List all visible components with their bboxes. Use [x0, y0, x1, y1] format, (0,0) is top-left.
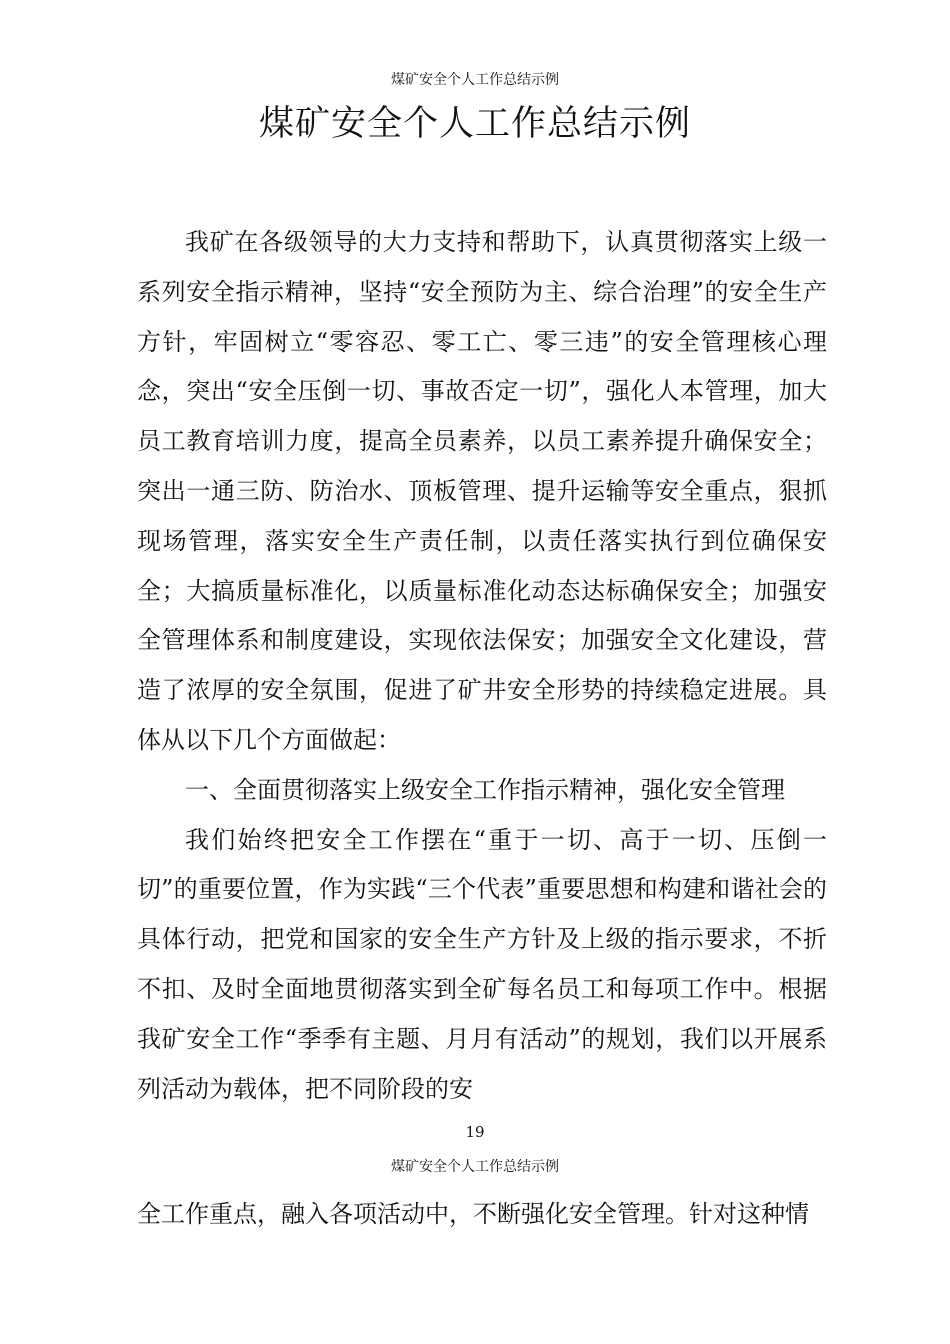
section-heading: 一、全面贯彻落实上级安全工作指示精神，强化安全管理: [185, 775, 785, 804]
document-title: 煤矿安全个人工作总结示例: [258, 104, 691, 144]
running-header: 煤矿安全个人工作总结示例: [391, 1159, 559, 1175]
running-header: 煤矿安全个人工作总结示例: [391, 72, 559, 88]
paragraph: 我矿在各级领导的大力支持和帮助下，认真贯彻落实上级一系列安全指示精神，坚持“安全预防为主、综合治理”的安全生产方针，牢固树立“零容忍、零工亡、零三违”的安全管理核心理念，突出“安全压倒一切、事故否定一切”，强化人本管理，加大员工教育培训力度，提高全员素养，以员工素养提升确保安全；突出一通三防、防治水、顶板管理、提升运输等安全重点，狠抓现场管理，落实安全生产责任制，以责任落实执行到位确保安全；大搞质量标准化，以质量标准化动态达标确保安全；加强安全管理体系和制度建设，实现依法保安；加强安全文化建设，营造了浓厚的安全氛围，促进了矿井安全形势的持续稳定进展。具体从以下几个方面做起：: [137, 228, 827, 754]
paragraph: 全工作重点，融入各项活动中，不断强化安全管理。针对这种情: [137, 1200, 809, 1228]
paragraph: 我们始终把安全工作摆在“重于一切、高于一切、压倒一切”的重要位置，作为实践“三个代表”重要思想和构建和谐社会的具体行动，把党和国家的安全生产方针及上级的指示要求，不折不扣、及时全面地贯彻落实到全矿每名员工和每项工作中。根据我矿安全工作“季季有主题、月月有活动”的规划，我们以开展系列活动为载体，把不同阶段的安: [137, 825, 827, 1103]
page-number: 19: [465, 1123, 485, 1141]
page-body: [137, 1190, 827, 1240]
page-body: [137, 218, 827, 1114]
